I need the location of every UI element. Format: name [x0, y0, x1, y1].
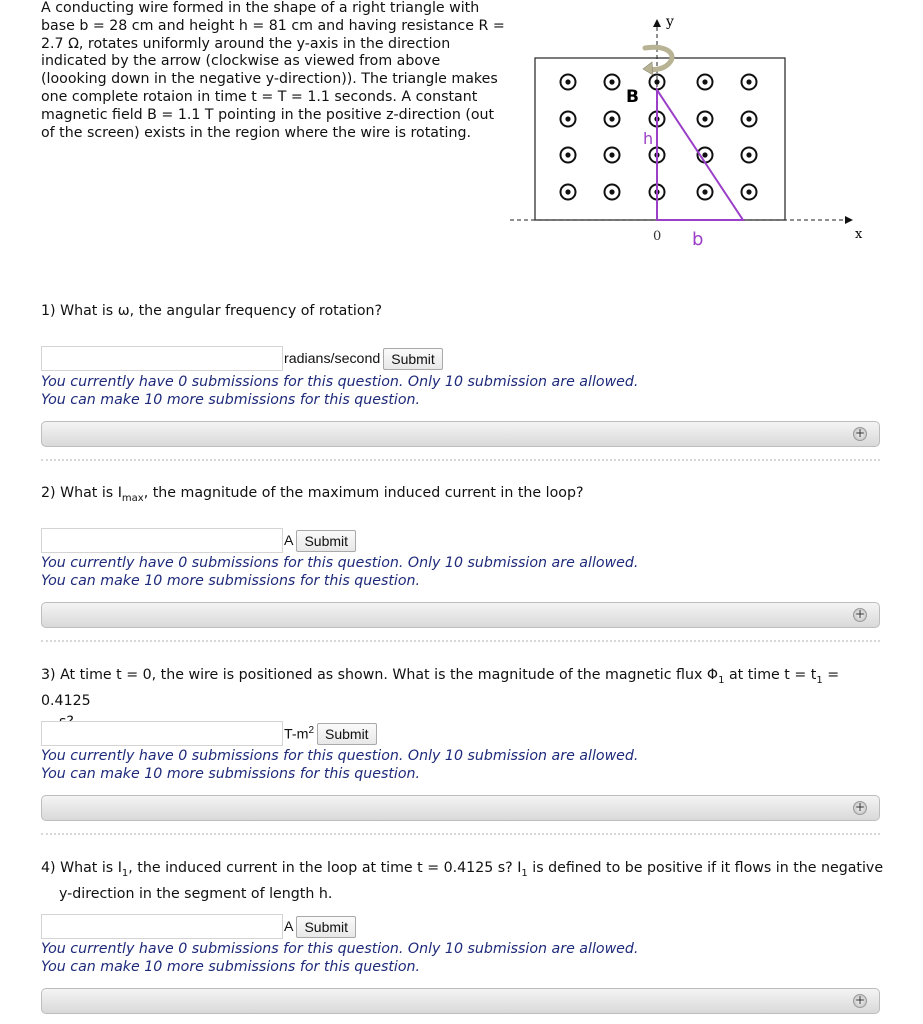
subscript: max — [121, 492, 144, 504]
answer-input-1[interactable] — [41, 346, 283, 371]
plus-circle-icon[interactable]: + — [854, 800, 866, 814]
field-dot — [746, 189, 751, 194]
answer-row-1 — [41, 345, 443, 372]
field-label: B — [626, 87, 639, 107]
submission-notes-2 — [41, 554, 638, 590]
submit-button-2[interactable]: Submit — [296, 530, 356, 552]
remaining-submissions-note: You can make 10 more submissions for this question. — [41, 392, 421, 408]
height-label: h — [643, 129, 654, 148]
hint-panel-3[interactable] — [41, 795, 880, 821]
field-dot — [609, 116, 614, 121]
text-part: What is I — [60, 860, 122, 876]
question-text: What is ω, the angular frequency of rotation? — [60, 303, 383, 319]
text-part: = 0.4125 — [41, 667, 840, 709]
text-part: At time t = 0, the wire is positioned as shown. What is the magnitude of the magnetic flux Φ — [60, 667, 719, 683]
section-divider — [41, 640, 880, 642]
question-number: 2) — [41, 485, 56, 501]
submission-count-note: You currently have 0 submissions for this question. Only 10 submission are allowed. — [41, 374, 639, 390]
submission-notes-1 — [41, 373, 638, 409]
submission-count-note: You currently have 0 submissions for this question. Only 10 submission are allowed. — [41, 555, 639, 571]
unit-exponent: 2 — [308, 724, 314, 736]
submission-count-note: You currently have 0 submissions for this question. Only 10 submission are allowed. — [41, 941, 639, 957]
subscript: 1 — [816, 674, 823, 686]
answer-input-2[interactable] — [41, 528, 283, 553]
text-part: , the induced current in the loop at time t = 0.4125 s? I — [128, 860, 522, 876]
plus-circle-icon[interactable]: + — [854, 426, 866, 440]
remaining-submissions-note: You can make 10 more submissions for this question. — [41, 766, 421, 782]
text-part: is defined to be positive if it flows in the negative — [527, 860, 884, 876]
remaining-submissions-note: You can make 10 more submissions for this question. — [41, 573, 421, 589]
question-2 — [41, 483, 886, 509]
answer-input-4[interactable] — [41, 914, 283, 939]
section-divider — [41, 459, 880, 461]
hint-panel-2[interactable] — [41, 602, 880, 628]
field-dot — [702, 79, 707, 84]
y-axis-label: y — [666, 14, 674, 30]
plus-circle-icon[interactable]: + — [854, 607, 866, 621]
submission-notes-4 — [41, 940, 638, 976]
question-number: 4) — [41, 860, 56, 876]
subscript: 1 — [121, 867, 129, 879]
origin-label: 0 — [653, 229, 662, 244]
field-dot — [565, 79, 570, 84]
plus-circle-icon[interactable]: + — [854, 993, 866, 1007]
submit-button-4[interactable]: Submit — [296, 916, 356, 938]
section-divider — [41, 833, 880, 835]
question-4 — [41, 858, 886, 905]
field-dot — [654, 79, 659, 84]
field-dot — [702, 152, 707, 157]
question-text — [60, 485, 584, 504]
field-dot — [609, 79, 614, 84]
field-dot — [565, 189, 570, 194]
subscript: 1 — [521, 867, 528, 879]
unit-label: radians/second — [284, 350, 381, 367]
field-dot — [565, 116, 570, 121]
submit-button-1[interactable]: Submit — [383, 348, 443, 370]
question-text — [41, 667, 839, 709]
question-number: 3) — [41, 667, 56, 683]
rotation-arrowhead — [643, 62, 653, 75]
answer-row-3 — [41, 720, 377, 747]
answer-input-3[interactable] — [41, 721, 283, 746]
hint-panel-4[interactable] — [41, 988, 880, 1014]
question-1 — [41, 301, 886, 322]
submission-notes-3 — [41, 747, 638, 783]
submission-count-note: You currently have 0 submissions for this question. Only 10 submission are allowed. — [41, 748, 639, 764]
subscript: 1 — [718, 674, 725, 686]
base-label: b — [692, 229, 704, 250]
unit-text: T-m — [284, 726, 309, 743]
question-text — [60, 860, 884, 879]
text-part: at time t = t — [724, 667, 817, 683]
answer-row-2 — [41, 527, 356, 554]
field-dot — [702, 116, 707, 121]
unit-label: A — [284, 532, 294, 549]
hint-panel-1[interactable] — [41, 421, 880, 447]
rotating-triangle-diagram — [505, 0, 885, 260]
x-axis-label: x — [855, 227, 863, 242]
field-dot — [702, 189, 707, 194]
triangle-wire — [657, 90, 743, 220]
question-text-continued: y-direction in the segment of length h. — [59, 885, 333, 902]
field-dot — [746, 79, 751, 84]
text-part: What is I — [60, 485, 122, 501]
field-dot — [609, 189, 614, 194]
field-dot — [746, 152, 751, 157]
unit-label — [284, 725, 314, 743]
unit-label: A — [284, 918, 294, 935]
remaining-submissions-note: You can make 10 more submissions for this question. — [41, 959, 421, 975]
text-part: , the magnitude of the maximum induced current in the loop? — [143, 485, 584, 501]
field-dot — [746, 116, 751, 121]
field-dot — [609, 152, 614, 157]
answer-row-4 — [41, 913, 356, 940]
question-number: 1) — [41, 303, 56, 319]
submit-button-3[interactable]: Submit — [317, 723, 377, 745]
problem-statement: A conducting wire formed in the shape of a right triangle with base b = 28 cm and height h = 81 cm and having resistance R = 2.7 Ω, rotates uniformly around the y-axis in the direction indicated by the arrow (clockwise as viewed from above (loooking down in the negative y-direction)). The triangle makes one complete rotaion in time t = T = 1.1 seconds. A constant magnetic field B = 1.1 T pointing in the positive z-direction (out of the screen) exists in the region where the wire is rotating. — [41, 0, 505, 141]
field-dot — [565, 152, 570, 157]
